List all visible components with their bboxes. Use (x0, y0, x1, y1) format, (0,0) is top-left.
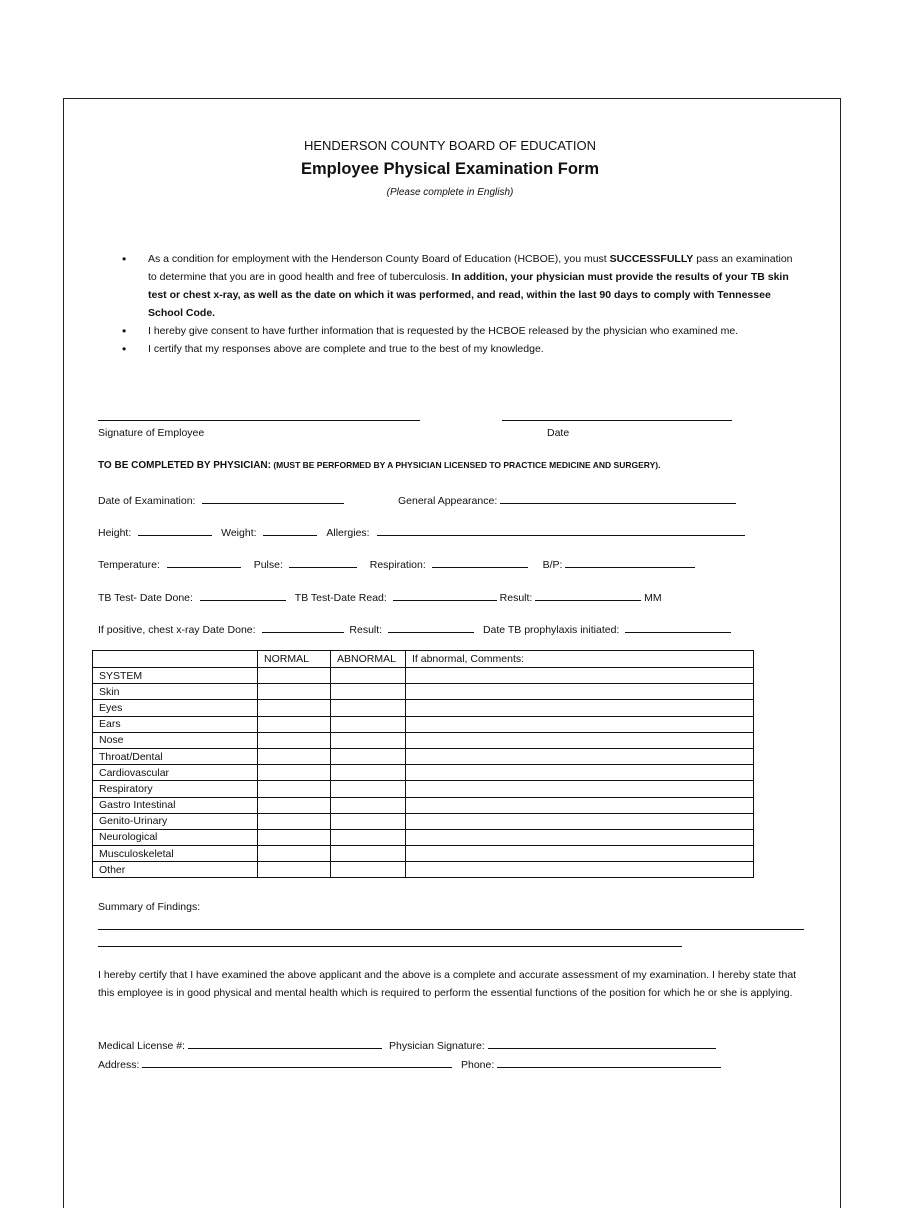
height-label: Height: (98, 527, 132, 539)
system-name: Neurological (93, 829, 258, 845)
abnormal-cell[interactable] (331, 716, 406, 732)
form-subtitle: (Please complete in English) (386, 187, 514, 198)
summary-of-findings-label: Summary of Findings: (98, 901, 201, 913)
header-comments: If abnormal, Comments: (406, 651, 754, 668)
consent-bullets (120, 250, 800, 358)
header-system-col (93, 651, 258, 668)
address-field[interactable] (142, 1056, 452, 1068)
system-name: Throat/Dental (93, 748, 258, 764)
row-vitals-2 (98, 556, 695, 571)
abnormal-cell[interactable] (331, 829, 406, 845)
header-normal: NORMAL (258, 651, 331, 668)
physician-heading-lead: TO BE COMPLETED BY PHYSICIAN: (98, 460, 271, 471)
table-header-row (93, 651, 754, 668)
system-name: SYSTEM (93, 668, 258, 684)
normal-cell[interactable] (258, 732, 331, 748)
comments-cell[interactable] (406, 846, 754, 862)
system-name: Cardiovascular (93, 765, 258, 781)
system-name: Eyes (93, 700, 258, 716)
system-name: Nose (93, 732, 258, 748)
physician-heading-rest: (MUST BE PERFORMED BY A PHYSICIAN LICENSED TO PRACTICE MEDICINE AND SURGERY). (270, 460, 661, 470)
table-row (93, 813, 754, 829)
comments-cell[interactable] (406, 732, 754, 748)
system-name: Ears (93, 716, 258, 732)
row-physician-signature (389, 1037, 716, 1052)
comments-cell[interactable] (406, 716, 754, 732)
medical-license-label: Medical License #: (98, 1040, 185, 1052)
employee-signature-line[interactable] (98, 420, 420, 421)
system-name: Genito-Urinary (93, 813, 258, 829)
address-label: Address: (98, 1059, 140, 1071)
abnormal-cell[interactable] (331, 668, 406, 684)
table-row (93, 862, 754, 878)
abnormal-cell[interactable] (331, 700, 406, 716)
general-appearance-field[interactable] (500, 492, 736, 504)
physician-certification-text: I hereby certify that I have examined the above applicant and the above is a complete and accurate assessment of my examination. I hereby state that this employee is in good physical and mental health which is required to perform the essential functions of the position for which he or she is applying. (98, 969, 797, 999)
normal-cell[interactable] (258, 700, 331, 716)
bullet-1-text-a: As a condition for employment with the Henderson County Board of Education (HCBOE), you must (148, 253, 610, 265)
row-exam-date (98, 492, 344, 507)
allergies-field[interactable] (377, 524, 745, 536)
pulse-label: Pulse: (253, 559, 283, 571)
normal-cell[interactable] (258, 684, 331, 700)
abnormal-cell[interactable] (331, 846, 406, 862)
abnormal-cell[interactable] (331, 732, 406, 748)
row-chest-xray (98, 621, 731, 636)
weight-label: Weight: (221, 527, 257, 539)
comments-cell[interactable] (406, 829, 754, 845)
bullet-1-text-c: pass an examination to determine that you are in good health and free of tuberculosis. (148, 253, 793, 283)
row-license (98, 1037, 382, 1052)
normal-cell[interactable] (258, 765, 331, 781)
bullet-consent: • I hereby give consent to have further information that is requested by the HCBOE released by the physician who examined me. (120, 322, 800, 340)
date-of-exam-label: Date of Examination: (98, 495, 196, 507)
comments-cell[interactable] (406, 765, 754, 781)
abnormal-cell[interactable] (331, 813, 406, 829)
comments-cell[interactable] (406, 797, 754, 813)
comments-cell[interactable] (406, 781, 754, 797)
xray-result-label: Result: (349, 624, 383, 636)
bullet-certify: • I certify that my responses above are complete and true to the best of my knowledge. (120, 340, 800, 358)
xray-date-done-label: If positive, chest x-ray Date Done: (98, 624, 256, 636)
prophylaxis-label: Date TB prophylaxis initiated: (482, 624, 620, 636)
table-row (93, 684, 754, 700)
abnormal-cell[interactable] (331, 684, 406, 700)
tb-date-done-label: TB Test- Date Done: (98, 592, 193, 604)
table-row (93, 765, 754, 781)
table-row (93, 700, 754, 716)
row-vitals-1 (98, 524, 745, 539)
tb-date-read-field[interactable] (393, 589, 497, 601)
abnormal-cell[interactable] (331, 765, 406, 781)
phone-field[interactable] (497, 1056, 721, 1068)
medical-license-field[interactable] (188, 1037, 382, 1049)
tb-date-done-field[interactable] (200, 589, 286, 601)
employee-date-line[interactable] (502, 420, 732, 421)
abnormal-cell[interactable] (331, 748, 406, 764)
bp-label: B/P: (542, 559, 563, 571)
normal-cell[interactable] (258, 797, 331, 813)
normal-cell[interactable] (258, 781, 331, 797)
row-address (98, 1056, 452, 1071)
tb-result-label: Result: (499, 592, 533, 604)
signature-of-employee-label: Signature of Employee (98, 427, 205, 439)
date-of-exam-field[interactable] (202, 492, 344, 504)
table-row (93, 846, 754, 862)
comments-cell[interactable] (406, 862, 754, 878)
comments-cell[interactable] (406, 700, 754, 716)
abnormal-cell[interactable] (331, 862, 406, 878)
xray-date-done-field[interactable] (262, 621, 344, 633)
pulse-field[interactable] (289, 556, 357, 568)
table-row (93, 781, 754, 797)
physician-signature-field[interactable] (488, 1037, 716, 1049)
allergies-label: Allergies: (326, 527, 370, 539)
normal-cell[interactable] (258, 716, 331, 732)
table-row (93, 829, 754, 845)
table-row (93, 716, 754, 732)
summary-line-1[interactable] (98, 929, 804, 930)
xray-result-field[interactable] (388, 621, 474, 633)
abnormal-cell[interactable] (331, 797, 406, 813)
system-name: Skin (93, 684, 258, 700)
physician-signature-label: Physician Signature: (389, 1040, 485, 1052)
comments-cell[interactable] (406, 684, 754, 700)
physician-section-heading (98, 460, 660, 471)
summary-line-2[interactable] (98, 946, 682, 947)
bullet-1-emphasis: SUCCESSFULLY (609, 253, 694, 265)
bullet-employment-condition (120, 250, 800, 322)
normal-cell[interactable] (258, 748, 331, 764)
systems-table (92, 650, 754, 878)
date-label: Date (547, 427, 570, 439)
general-appearance-label: General Appearance: (398, 495, 498, 507)
organization-name: HENDERSON COUNTY BOARD OF EDUCATION (303, 138, 597, 153)
normal-cell[interactable] (258, 829, 331, 845)
tb-date-read-label: TB Test-Date Read: (294, 592, 387, 604)
comments-cell[interactable] (406, 668, 754, 684)
comments-cell[interactable] (406, 748, 754, 764)
system-name: Other (93, 862, 258, 878)
phone-label: Phone: (461, 1059, 495, 1071)
weight-field[interactable] (263, 524, 317, 536)
height-field[interactable] (138, 524, 212, 536)
table-row (93, 797, 754, 813)
table-row (93, 732, 754, 748)
row-phone (461, 1056, 721, 1071)
bullet-1-text-d: In addition, your physician must provide the results of your TB skin test or chest x-ray, as well as the date on which it was performed, and read, within the last 90 days to comply with Tennessee School Code. (148, 271, 789, 319)
normal-cell[interactable] (258, 668, 331, 684)
system-name: Gastro Intestinal (93, 797, 258, 813)
row-general-appearance (398, 492, 736, 507)
abnormal-cell[interactable] (331, 781, 406, 797)
table-row (93, 748, 754, 764)
system-name: Respiratory (93, 781, 258, 797)
row-tb-test (98, 589, 662, 604)
table-row (93, 668, 754, 684)
normal-cell[interactable] (258, 846, 331, 862)
comments-cell[interactable] (406, 813, 754, 829)
temperature-field[interactable] (167, 556, 241, 568)
form-title: Employee Physical Examination Form (300, 160, 599, 178)
system-name: Musculoskeletal (93, 846, 258, 862)
respiration-field[interactable] (432, 556, 528, 568)
bp-field[interactable] (565, 556, 695, 568)
header-abnormal: ABNORMAL (331, 651, 406, 668)
normal-cell[interactable] (258, 862, 331, 878)
respiration-label: Respiration: (369, 559, 426, 571)
prophylaxis-field[interactable] (625, 621, 731, 633)
normal-cell[interactable] (258, 813, 331, 829)
temperature-label: Temperature: (98, 559, 160, 571)
tb-result-field[interactable] (535, 589, 641, 601)
tb-unit-label: MM (644, 592, 662, 604)
